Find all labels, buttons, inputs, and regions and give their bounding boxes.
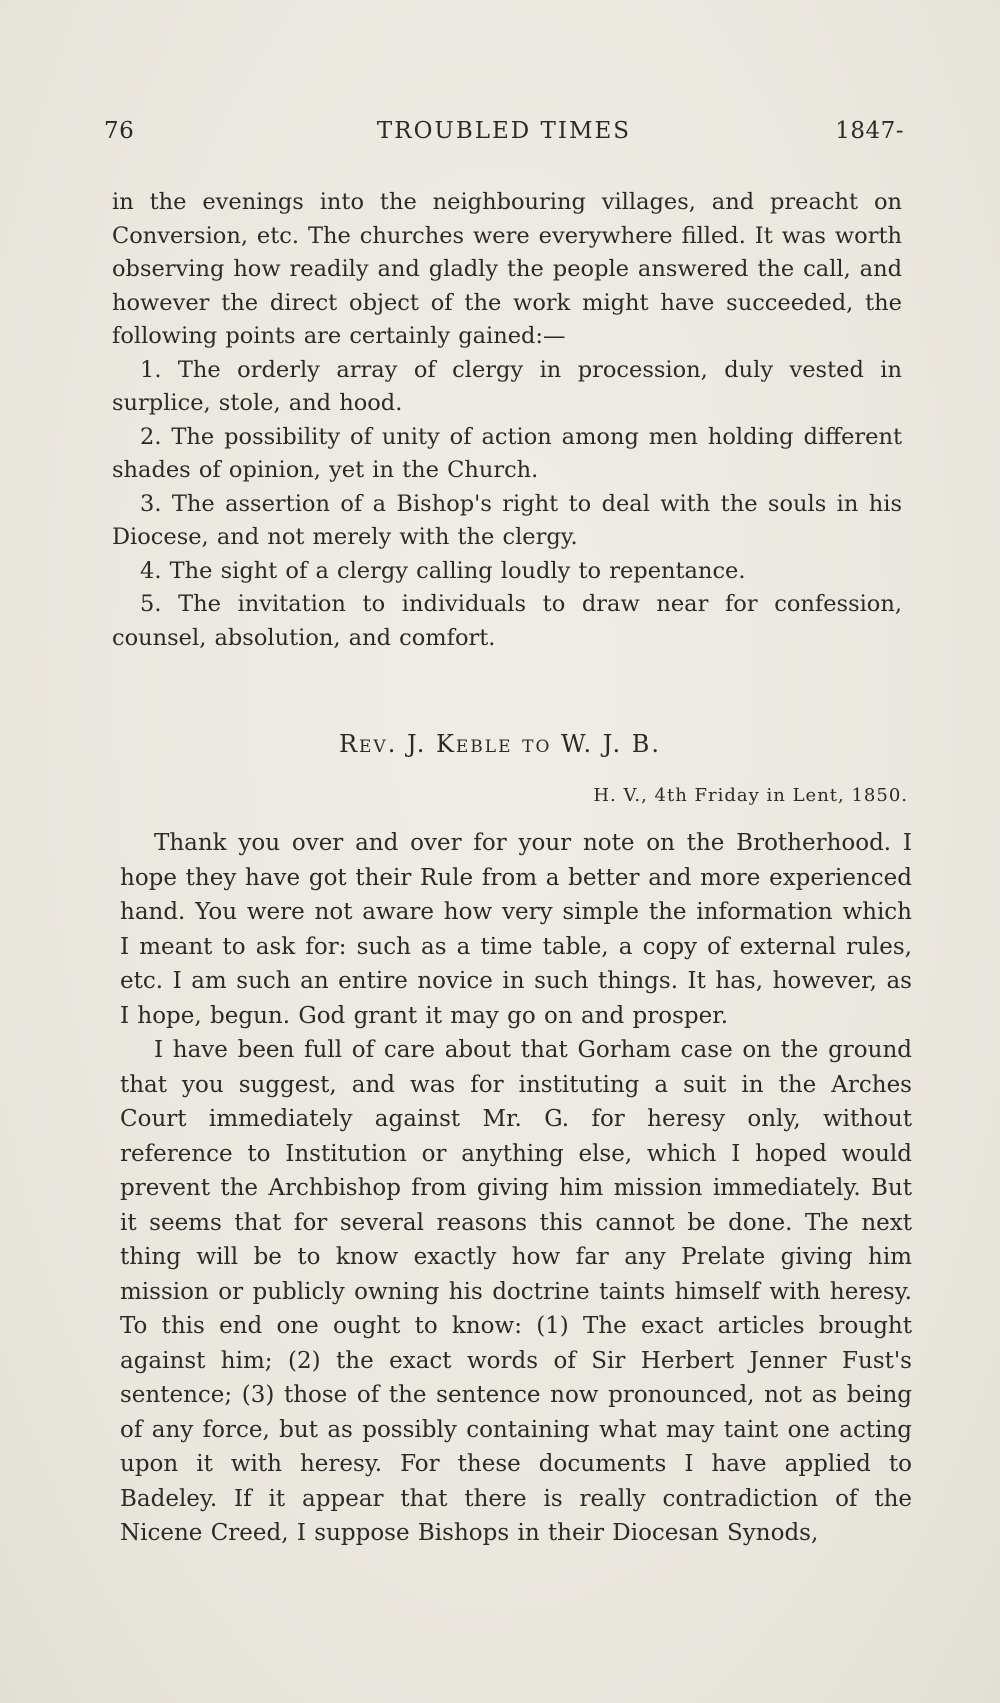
point-4: 4. The sight of a clergy calling loudly to repentance.	[140, 557, 746, 584]
point-5: 5. The invitation to individuals to draw near for confession, counsel, absolution, and comfort.	[112, 591, 902, 651]
letter-paragraph-2: I have been full of care about that Gorham case on the ground that you suggest, and was for instituting a suit in the Arches Court immediately against Mr. G. for heresy only, without reference to Institution or anything else, which I hoped would prevent the Archbishop from giving him mission immediately. But it seems that for several reasons this cannot be done. The next thing will be to know exactly how far any Prelate giving him mission or publicly owning his doctrine taints himself with heresy. To this end one ought to know: (1) The exact articles brought against him; (2) the exact words of Sir Herbert Jenner Fust's sentence; (3) those of the sentence now pronounced, not as being of any force, but as possibly containing what may taint one acting upon it with heresy. For these documents I have applied to Badeley. If it appear that there is really contradiction of the Nicene Creed, I suppose Bishops in their Diocesan Synods,	[120, 1037, 912, 1546]
letter-heading-text: Rev. J. Keble to W. J. B.	[338, 730, 662, 758]
page-header	[104, 118, 904, 154]
point-1: 1. The orderly array of clergy in procession, duly vested in surplice, stole, and hood.	[112, 356, 902, 416]
header-year: 1847-	[835, 118, 904, 144]
page-number: 76	[104, 118, 135, 144]
point-2: 2. The possibility of unity of action among men holding different shades of opinion, yet in the Church.	[112, 423, 902, 483]
running-title: TROUBLED TIMES	[376, 118, 632, 144]
intro-paragraph: in the evenings into the neighbouring villages, and preacht on Conversion, etc. The churches were everywhere filled. It was worth observing how readily and gladly the people answered the call, and however the direct object of the work might have succeeded, the following points are certainly gained:—	[112, 189, 902, 349]
letter-heading	[0, 730, 1000, 758]
intro-section	[112, 186, 902, 655]
letter-dateline: H. V., 4th Friday in Lent, 1850.	[593, 785, 908, 806]
letter-body	[120, 826, 912, 1551]
point-3: 3. The assertion of a Bishop's right to deal with the souls in his Diocese, and not merely with the clergy.	[112, 490, 902, 550]
letter-paragraph-1: Thank you over and over for your note on the Brotherhood. I hope they have got their Rule from a better and more experienced hand. You were not aware how very simple the information which I meant to ask for: such as a time table, a copy of external rules, etc. I am such an entire novice in such things. It has, however, as I hope, begun. God grant it may go on and prosper.	[120, 830, 912, 1029]
